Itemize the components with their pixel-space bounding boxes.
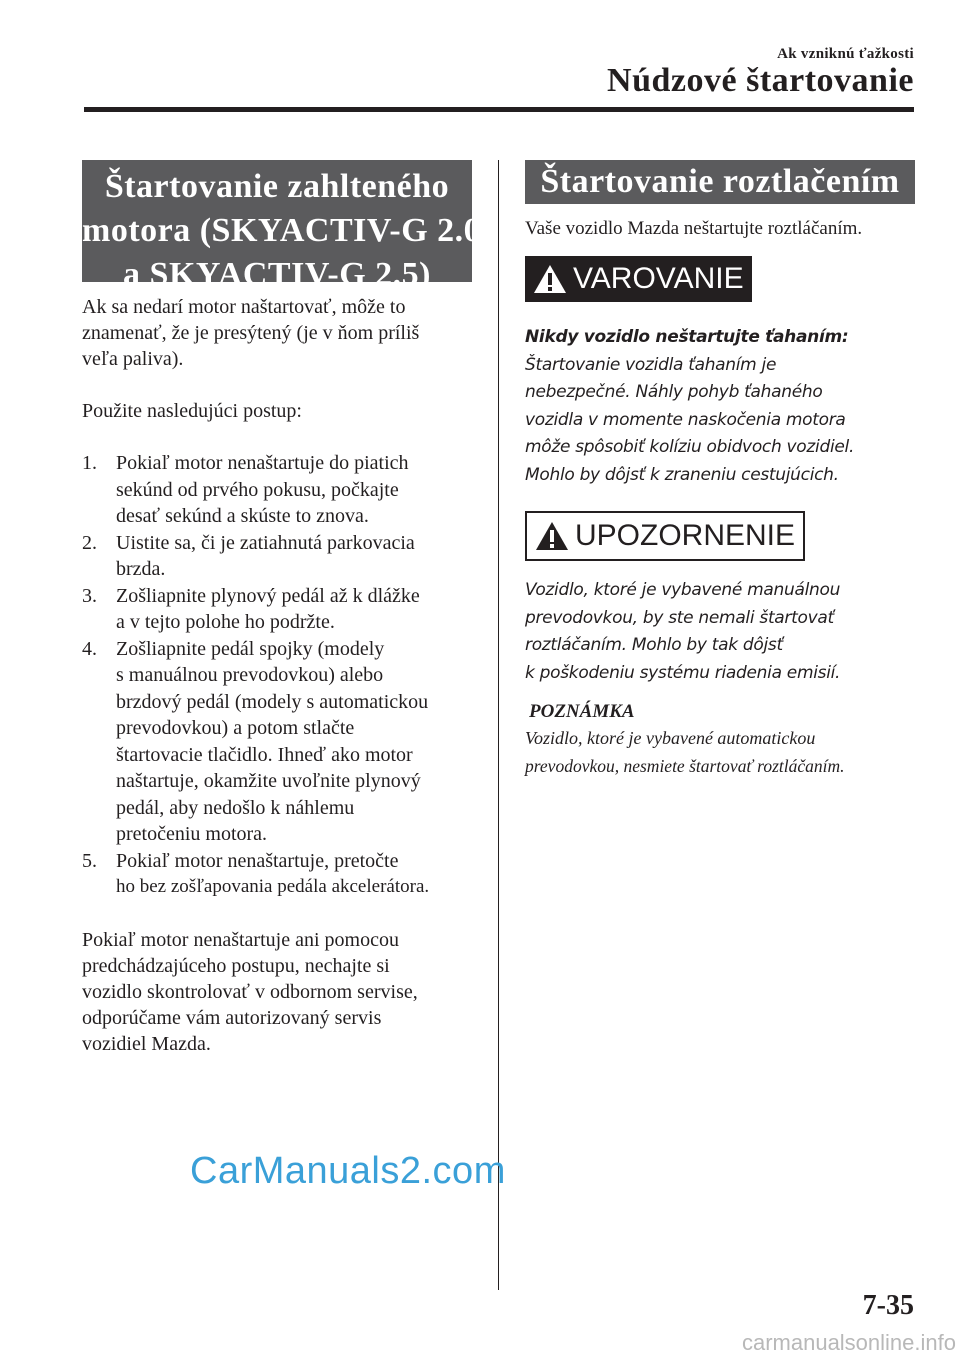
warning-line: Mohlo by dôjsť k zraneniu cestujúcich.: [525, 464, 839, 485]
closing-line: predchádzajúceho postupu, nechajte si: [82, 954, 390, 977]
warning-line: môže spôsobiť kolíziu obidvoch vozidiel.: [525, 437, 855, 457]
warning-triangle-icon: [535, 521, 569, 551]
section-title-line: Štartovanie zahlteného: [104, 168, 450, 205]
right-column: [525, 160, 920, 779]
note-line: Vozidlo, ktoré je vybavené automatickou: [525, 728, 816, 748]
closing-line: vozidiel Mazda.: [82, 1032, 211, 1055]
step-item: [82, 450, 472, 530]
left-column: [82, 160, 482, 1057]
step-line: Pokiaľ motor nenaštartuje do piatich: [116, 452, 409, 474]
step-line: Zošliapnite plynový pedál až k dlážke: [116, 584, 420, 607]
caution-line: roztláčaním. Mohlo by tak dôjsť: [525, 635, 783, 655]
step-line: štartovacie tlačidlo. Ihneď ako motor: [116, 743, 413, 766]
section-title-push-start: Štartovanie roztlačením: [525, 160, 915, 204]
chapter-label: Ak vzniknú ťažkosti: [777, 46, 914, 62]
intro-line: znamenať, že je presýtený (je v ňom príliš: [82, 322, 420, 344]
warning-line: vozidla v momente naskočenia motora: [525, 409, 846, 430]
intro-line: Ak sa nedarí motor naštartovať, môže to: [82, 296, 406, 318]
warning-triangle-icon: [533, 264, 567, 294]
step-item: [82, 848, 472, 901]
step-line: brzda.: [116, 558, 166, 580]
note-label: POZNÁMKA: [529, 701, 635, 722]
warning-heading: Nikdy vozidlo neštartujte ťahaním:: [525, 327, 849, 347]
intro-line: veľa paliva).: [82, 348, 184, 370]
watermark-text: CarManuals2.com: [190, 1150, 506, 1192]
column-divider: [498, 160, 499, 1290]
warning-line: Štartovanie vozidla ťahaním je: [525, 354, 777, 375]
step-line: a v tejto polohe ho podržte.: [116, 611, 335, 633]
section-title-line: a SKYACTIV-G 2.5): [123, 256, 431, 293]
note-line: prevodovkou, nesmiete štartovať roztláčaním.: [525, 756, 845, 776]
warning-content: [525, 324, 920, 489]
step-item: [82, 530, 472, 583]
warning-label-box: [525, 256, 752, 302]
caution-label-box: [525, 511, 805, 561]
step-number: 5.: [82, 849, 97, 872]
step-line: Uistite sa, či je zatiahnutá parkovacia: [116, 531, 415, 554]
step-line: pretočeniu motora.: [116, 823, 268, 845]
procedure-steps: [82, 450, 472, 901]
step-line: prevodovkou) a potom stlačte: [116, 717, 355, 739]
footer-url: carmanualsonline.info: [741, 1330, 956, 1355]
step-line: Pokiaľ motor nenaštartuje, pretočte: [116, 849, 399, 872]
step-line: desať sekúnd a skúste to znova.: [116, 505, 369, 527]
step-line: s manuálnou prevodovkou) alebo: [116, 664, 384, 686]
step-item: [82, 583, 472, 636]
closing-line: Pokiaľ motor nenaštartuje ani pomocou: [82, 928, 399, 951]
push-start-intro: Vaše vozidlo Mazda neštartujte roztláčaním.: [525, 218, 863, 239]
page-number: 7-35: [862, 1290, 914, 1321]
step-number: 3.: [82, 584, 97, 607]
step-number: 4.: [82, 637, 97, 660]
warning-label: VAROVANIE: [573, 262, 744, 295]
closing-line: vozidlo skontrolovať v odbornom servise,: [82, 980, 418, 1003]
caution-label: UPOZORNENIE: [575, 519, 796, 552]
step-line: brzdový pedál (modely s automatickou: [116, 690, 429, 713]
step-line: sekúnd od prvého pokusu, počkajte: [116, 478, 399, 501]
left-body: [82, 294, 472, 1057]
section-title-line: motora (SKYACTIV-G 2.0: [82, 212, 482, 249]
step-item: [82, 636, 472, 848]
page-header-title: Núdzové štartovanie: [607, 62, 914, 99]
closing-line: odporúčame vám autorizovaný servis: [82, 1006, 382, 1029]
step-line: Zošliapnite pedál spojky (modely: [116, 637, 385, 660]
procedure-intro: Použite nasledujúci postup:: [82, 400, 302, 422]
caution-content: [525, 577, 920, 687]
step-line: pedál, aby nedošlo k náhlemu: [116, 796, 355, 819]
warning-line: nebezpečné. Náhly pohyb ťahaného: [525, 382, 823, 402]
step-number: 2.: [82, 531, 97, 554]
step-line: naštartuje, okamžite uvoľnite plynový: [116, 770, 421, 792]
header-rule: [84, 107, 914, 112]
step-number: 1.: [82, 452, 97, 474]
caution-line: k poškodeniu systému riadenia emisií.: [525, 662, 841, 683]
section-title-flooded-engine: [82, 160, 482, 293]
step-line: ho bez zošľapovania pedála akcelerátora.: [116, 876, 430, 897]
caution-line: prevodovkou, by ste nemali štartovať: [525, 607, 834, 628]
caution-line: Vozidlo, ktoré je vybavené manuálnou: [525, 580, 841, 600]
